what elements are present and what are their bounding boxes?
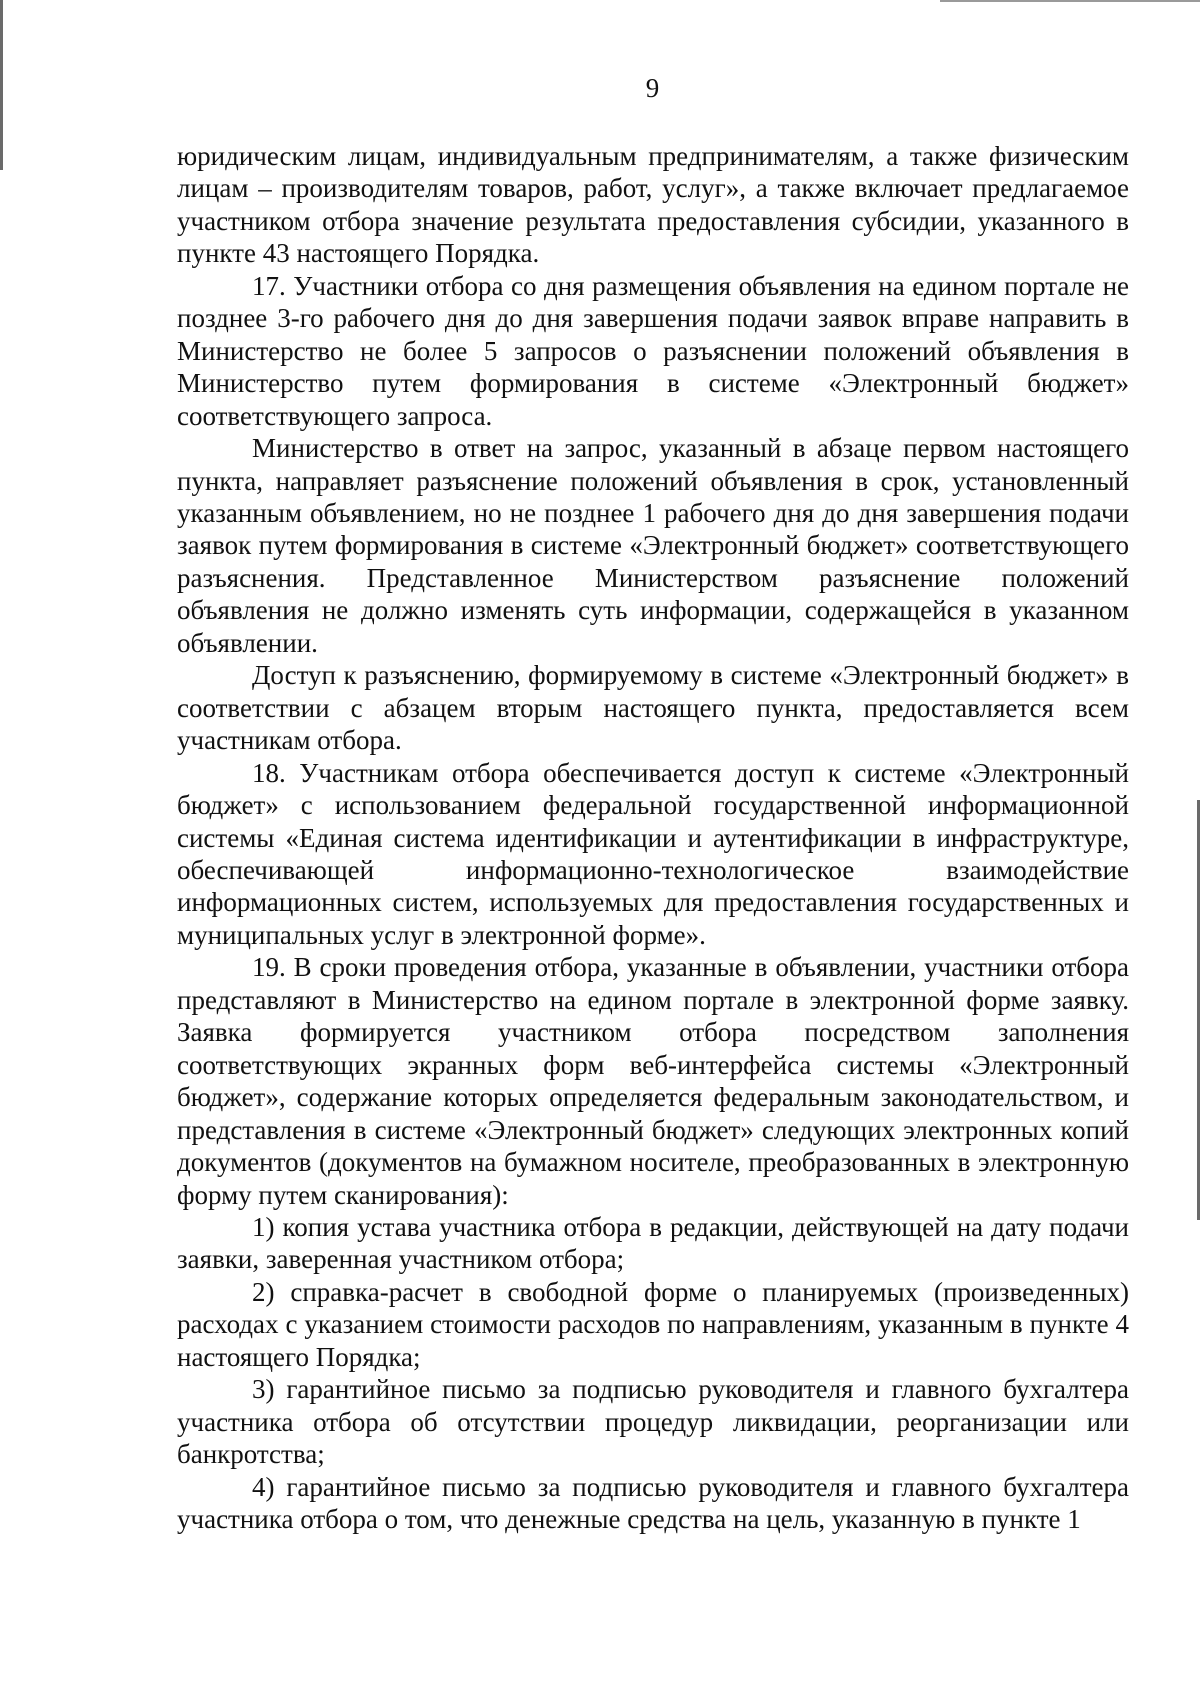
scan-top-rule (940, 0, 1200, 2)
list-item-2: 2) справка-расчет в свободной форме о планируемых (произведенных) расходах с указанием стоимости расходов по направлениям, указанным в пункте 4 настоящего Порядка; (177, 1276, 1129, 1372)
paragraph-ministry-response: Министерство в ответ на запрос, указанный в абзаце первом настоящего пункта, направляет разъяснение положений объявления в срок, установленный указанным объявлением, но не позднее 1 рабочего дня до дня завершения подачи заявок путем формирования в системе «Электронный бюджет» соответствующего разъяснения. Представленное Министерством разъяснение положений объявления не должно изменять суть информации, содержащейся в указанном объявлении. (177, 433, 1129, 658)
paragraph-continuation: юридическим лицам, индивидуальным предпринимателям, а также физическим лицам – производителям товаров, работ, услуг», а также включает предлагаемое участником отбора значение результата предоставления субсидии, указанного в пункте 43 настоящего Порядка. (177, 141, 1129, 269)
paragraph-item-19: 19. В сроки проведения отбора, указанные в объявлении, участники отбора представляют в Министерство на едином портале в электронной форме заявку. Заявка формируется участником отбора посредством заполнения соответствующих экранных форм веб-интерфейса системы «Электронный бюджет», содержание которых определяется федеральным законодательством, и представления в системе «Электронный бюджет» следующих электронных копий документов (документов на бумажном носителе, преобразованных в электронную форму путем сканирования): (177, 952, 1129, 1210)
document-body (177, 140, 1129, 1535)
paragraph-item-18: 18. Участникам отбора обеспечивается доступ к системе «Электронный бюджет» с использованием федеральной государственной информационной системы «Единая система идентификации и аутентификации в инфраструктуре, обеспечивающей информационно-технологическое взаимодействие информационных систем, используемых для предоставления государственных и муниципальных услуг в электронной форме». (177, 757, 1129, 950)
list-item-3: 3) гарантийное письмо за подписью руководителя и главного бухгалтера участника отбора об отсутствии процедур ликвидации, реорганизации или банкротства; (177, 1374, 1129, 1470)
paragraph-access-clarification: Доступ к разъяснению, формируемому в системе «Электронный бюджет» в соответствии с абзацем вторым настоящего пункта, предоставляется всем участникам отбора. (177, 660, 1129, 756)
list-item-4: 4) гарантийное письмо за подписью руководителя и главного бухгалтера участника отбора о том, что денежные средства на цель, указанную в пункте 1 (177, 1471, 1129, 1535)
list-item-1: 1) копия устава участника отбора в редакции, действующей на дату подачи заявки, заверенная участником отбора; (177, 1211, 1129, 1275)
paragraph-item-17: 17. Участники отбора со дня размещения объявления на едином портале не позднее 3-го рабочего дня до дня завершения подачи заявок вправе направить в Министерство не более 5 запросов о разъяснении положений объявления в Министерство путем формирования в системе «Электронный бюджет» соответствующего запроса. (177, 270, 1129, 431)
page-number: 9 (645, 73, 660, 103)
